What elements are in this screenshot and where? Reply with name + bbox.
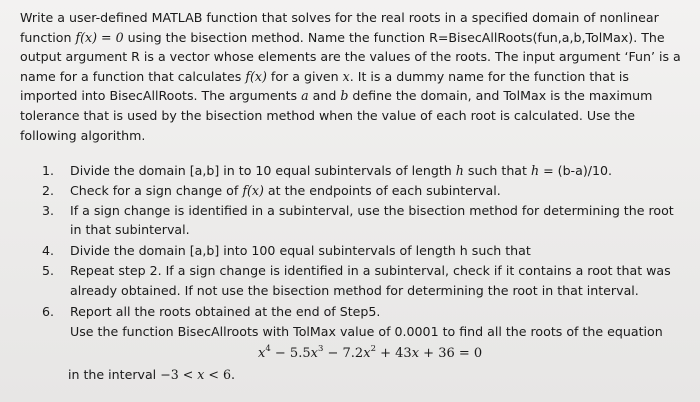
math-x: x — [310, 346, 318, 361]
math-x: x — [342, 68, 350, 84]
interval-label: in the interval — [68, 367, 161, 382]
step-text: = (b-a)/10. — [539, 163, 613, 178]
intro-text: imported into BisecAllRoots. The arguments — [20, 88, 302, 104]
step-number: 2. — [42, 183, 55, 198]
math-fx: f(x) — [245, 68, 267, 84]
step-number: 3. — [42, 203, 55, 218]
math-h: h — [455, 163, 464, 178]
intro-paragraph — [20, 8, 688, 145]
intro-text: function — [20, 29, 76, 45]
math-x: x — [363, 346, 371, 361]
equation-term: − 5.5 — [270, 346, 311, 361]
intro-text: using the bisection method. Name the function R=BisecAllRoots(fun,a,b,TolMax). The — [123, 29, 665, 45]
intro-text: and — [308, 88, 341, 104]
math-x: x — [258, 346, 266, 361]
intro-text: following algorithm. — [20, 127, 146, 143]
step-6-text-line-2: Use the function BisecAllroots with TolMax value of 0.0001 to find all the roots of the equation — [70, 324, 663, 339]
step-text: such that — [463, 163, 531, 178]
intro-text: output argument R is a vector whose elements are the values of the roots. The input argument ‘Fun’ is a — [20, 49, 681, 65]
exponent: 3 — [317, 344, 324, 354]
step-number: 5. — [42, 263, 55, 278]
math-a: a — [301, 88, 309, 104]
equation-term: − 7.2 — [323, 346, 364, 361]
equation-term: + 36 = 0 — [419, 346, 483, 361]
step-text: Check for a sign change of — [70, 183, 243, 198]
math-x: x — [411, 346, 420, 361]
step-number: 6. — [42, 304, 55, 319]
interval-lower: −3 < — [160, 367, 198, 382]
exponent: 2 — [370, 344, 376, 354]
step-2-text — [70, 181, 501, 201]
math-h: h — [530, 163, 540, 178]
intro-text: tolerance that is used by the bisection method when the value of each root is calculated. Use the — [20, 107, 636, 123]
step-1-text — [70, 161, 612, 181]
intro-line-6 — [20, 106, 688, 126]
equation-term: + 43 — [375, 346, 412, 361]
step-3-text-line-1: If a sign change is identified in a subinterval, use the bisection method for determining the root — [70, 203, 674, 218]
intro-text: name for a function that calculates — [20, 68, 246, 84]
step-6-text-line-1: Report all the roots obtained at the end of Step5. — [70, 304, 381, 319]
intro-line-1 — [20, 8, 688, 28]
math-x: x — [197, 367, 205, 382]
math-fx: f(x) — [242, 183, 264, 198]
math-b: b — [340, 88, 349, 104]
step-5-text-line-2: already obtained. If not use the bisection method for determining the root in that interval. — [70, 283, 639, 298]
interval-text — [68, 365, 235, 384]
step-3-text-line-2: in that subinterval. — [70, 222, 190, 237]
intro-text: Write a user-defined MATLAB function that solves for the real roots in a specified domain of nonlinear — [20, 10, 659, 25]
intro-line-5 — [20, 86, 688, 106]
intro-line-4 — [20, 67, 688, 87]
intro-text: define the domain, and TolMax is the maximum — [348, 88, 653, 104]
math-fx-equals-zero: f(x) = 0 — [75, 29, 124, 45]
intro-line-3 — [20, 47, 688, 67]
intro-line-7 — [20, 126, 688, 146]
step-number: 1. — [42, 163, 55, 178]
interval-upper: < 6. — [204, 367, 235, 382]
step-4-text: Divide the domain [a,b] into 100 equal subintervals of length h such that — [70, 243, 531, 258]
intro-text: . It is a dummy name for the function that is — [349, 68, 629, 84]
polynomial-equation — [258, 344, 482, 363]
step-number: 4. — [42, 243, 55, 258]
step-text: at the endpoints of each subinterval. — [263, 183, 501, 198]
intro-line-2 — [20, 28, 688, 48]
step-text: Divide the domain [a,b] in to 10 equal subintervals of length — [70, 163, 456, 178]
step-5-text-line-1: Repeat step 2. If a sign change is identified in a subinterval, check if it contains a root that was — [70, 263, 671, 278]
exponent: 4 — [265, 344, 271, 354]
intro-text: for a given — [266, 68, 343, 84]
